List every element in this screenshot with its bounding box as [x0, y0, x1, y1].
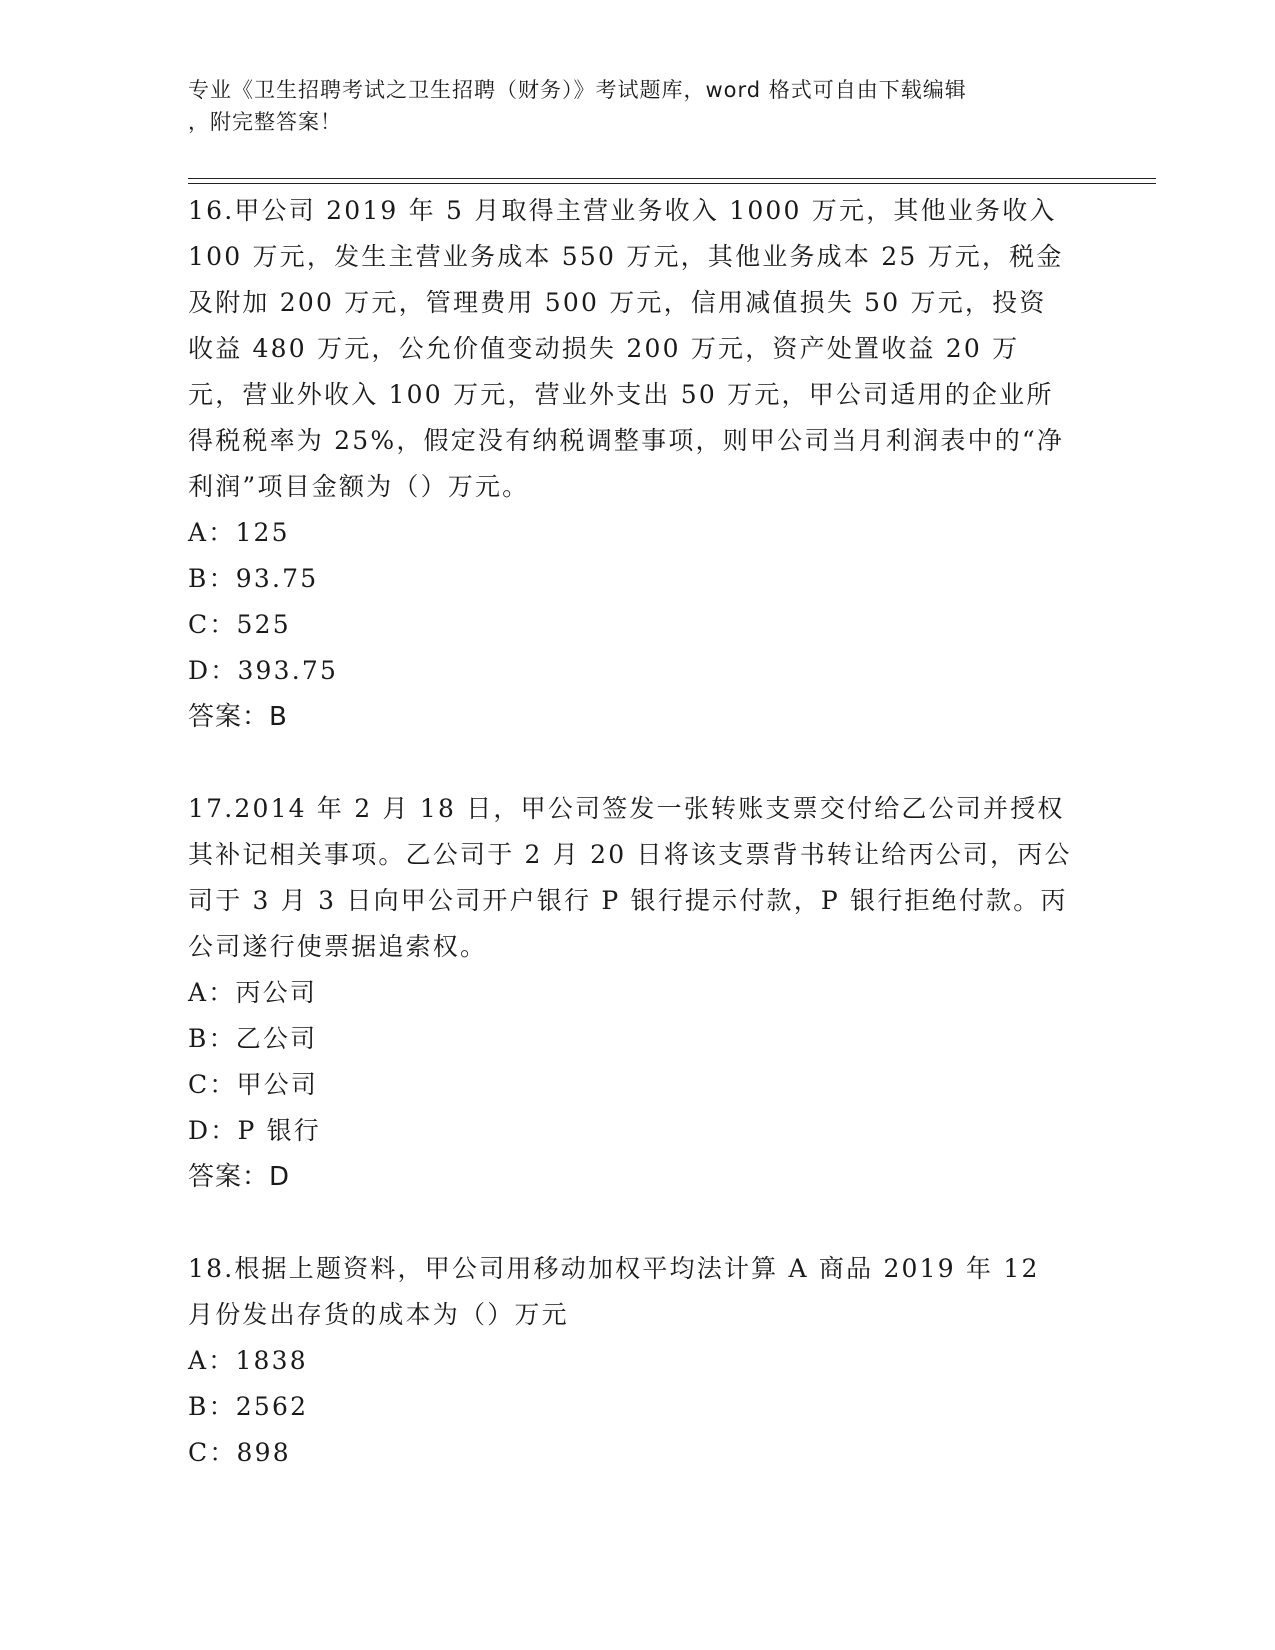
document-header — [188, 74, 1068, 138]
option-a: A：丙公司 — [188, 978, 318, 1007]
question-spacer — [188, 740, 1073, 786]
header-line-1: 专业《卫生招聘考试之卫生招聘（财务）》考试题库，word 格式可自由下载编辑 — [188, 78, 967, 102]
option-d: D：P 银行 — [188, 1116, 322, 1145]
question-17 — [188, 786, 1073, 1200]
question-spacer — [188, 1200, 1073, 1246]
option-list — [188, 970, 1073, 1154]
option-list — [188, 1338, 1073, 1476]
option-b: B：2562 — [188, 1392, 309, 1421]
option-list — [188, 510, 1073, 694]
question-list — [188, 188, 1073, 1476]
option-c: C：525 — [188, 610, 291, 639]
option-b: B：乙公司 — [188, 1024, 318, 1053]
header-line-2: ，附完整答案！ — [188, 110, 342, 134]
option-c: C：甲公司 — [188, 1070, 319, 1099]
question-text: 16.甲公司 2019 年 5 月取得主营业务收入 1000 万元，其他业务收入 100 万元，发生主营业务成本 550 万元，其他业务成本 25 万元，税金及附加 200 万元，管理费用 500 万元，信用减值损失 50 万元，投资收益 480 万元，公允价值变动损失 200 万元，资产处置收益 20 万元，营业外收入 100 万元，营业外支出 50 万元，甲公司适用的企业所得税税率为 25%，假定没有纳税调整事项，则甲公司当月利润表中的“净利润”项目金额为（）万元。 — [188, 196, 1065, 501]
answer-label: 答案：D — [188, 1162, 291, 1192]
option-a: A：1838 — [188, 1346, 308, 1375]
question-18 — [188, 1246, 1073, 1476]
header-divider-bottom — [188, 183, 1156, 184]
header-divider-top — [188, 178, 1156, 179]
option-a: A：125 — [188, 518, 290, 547]
question-text: 17.2014 年 2 月 18 日，甲公司签发一张转账支票交付给乙公司并授权其补记相关事项。乙公司于 2 月 20 日将该支票背书转让给丙公司，丙公司于 3 月 3 日向甲公司开户银行 P 银行提示付款，P 银行拒绝付款。丙公司遂行使票据追索权。 — [188, 794, 1072, 961]
option-b: B：93.75 — [188, 564, 319, 593]
question-text: 18.根据上题资料，甲公司用移动加权平均法计算 A 商品 2019 年 12 月份发出存货的成本为（）万元 — [188, 1254, 1040, 1329]
answer-label: 答案：B — [188, 702, 288, 732]
option-c: C：898 — [188, 1438, 291, 1467]
option-d: D：393.75 — [188, 656, 339, 685]
question-16 — [188, 188, 1073, 740]
